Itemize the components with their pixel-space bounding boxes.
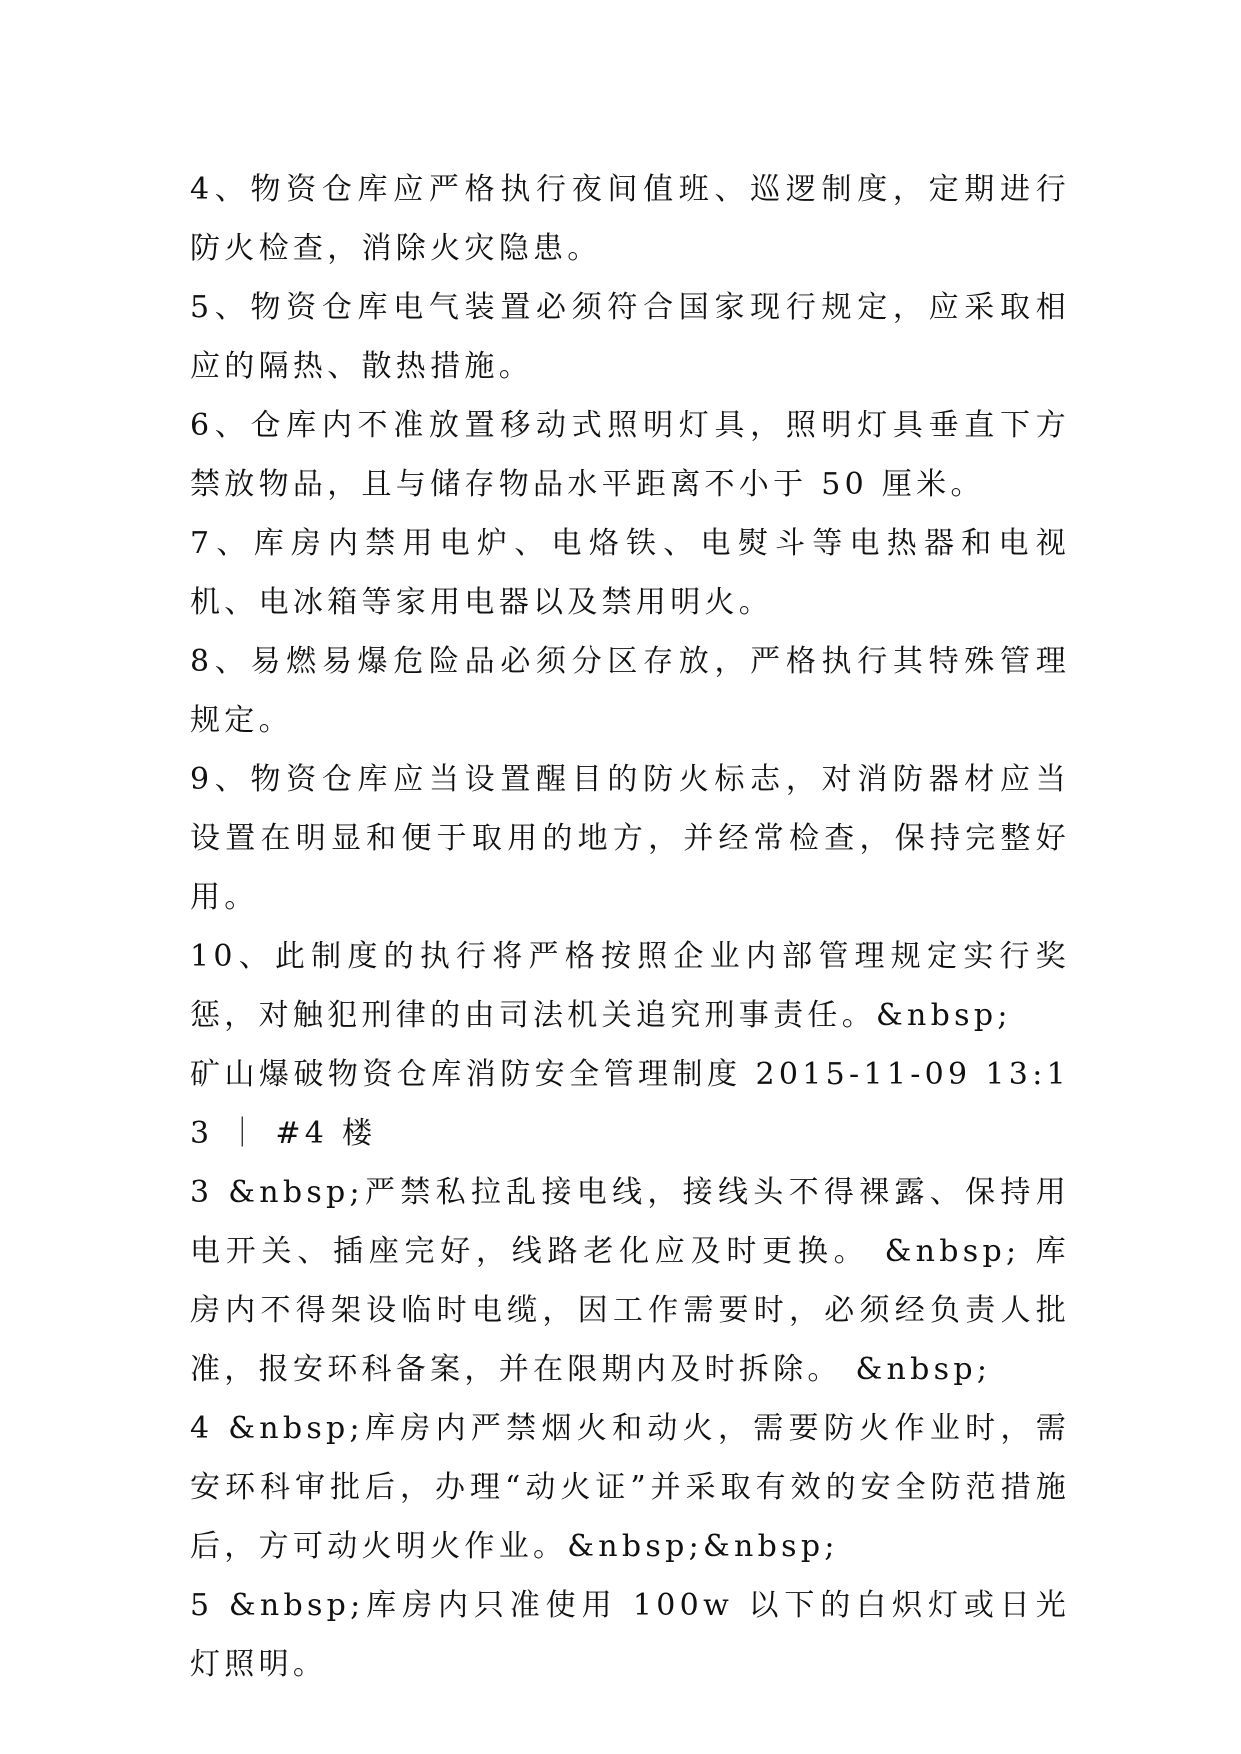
post-item-5: 5 &nbsp;库房内只准使用 100w 以下的白炽灯或日光灯照明。 (190, 1588, 1070, 1682)
post-item-4: 4 &nbsp;库房内严禁烟火和动火，需要防火作业时，需安环科审批后，办理“动火证”并采取有效的安全防范措施后，方可动火明火作业。&nbsp;&nbsp; (190, 1411, 1070, 1564)
post-item-3: 3 &nbsp;严禁私拉乱接电线，接线头不得裸露、保持用电开关、插座完好，线路老化应及时更换。 &nbsp; 库房内不得架设临时电缆，因工作需要时，必须经负责人批准，报安环科备案，并在限期内及时拆除。 &nbsp; (190, 1175, 1070, 1387)
paragraph-item-4: 4、物资仓库应严格执行夜间值班、巡逻制度，定期进行防火检查，消除火灾隐患。 (190, 172, 1070, 266)
paragraph-item-8: 8、易燃易爆危险品必须分区存放，严格执行其特殊管理规定。 (190, 644, 1070, 738)
document-page (190, 160, 1070, 1694)
paragraph-item-10: 10、此制度的执行将严格按照企业内部管理规定实行奖惩，对触犯刑律的由司法机关追究刑事责任。&nbsp; (190, 939, 1070, 1033)
paragraph-item-7: 7、库房内禁用电炉、电烙铁、电熨斗等电热器和电视机、电冰箱等家用电器以及禁用明火。 (190, 526, 1070, 620)
post-header-line: 矿山爆破物资仓库消防安全管理制度 2015-11-09 13:13 ｜ #4 楼 (190, 1057, 1070, 1151)
paragraph-item-6: 6、仓库内不准放置移动式照明灯具，照明灯具垂直下方禁放物品，且与储存物品水平距离不小于 50 厘米。 (190, 408, 1070, 502)
paragraph-item-9: 9、物资仓库应当设置醒目的防火标志，对消防器材应当设置在明显和便于取用的地方，并经常检查，保持完整好用。 (190, 762, 1070, 915)
paragraph-item-5: 5、物资仓库电气装置必须符合国家现行规定，应采取相应的隔热、散热措施。 (190, 290, 1070, 384)
